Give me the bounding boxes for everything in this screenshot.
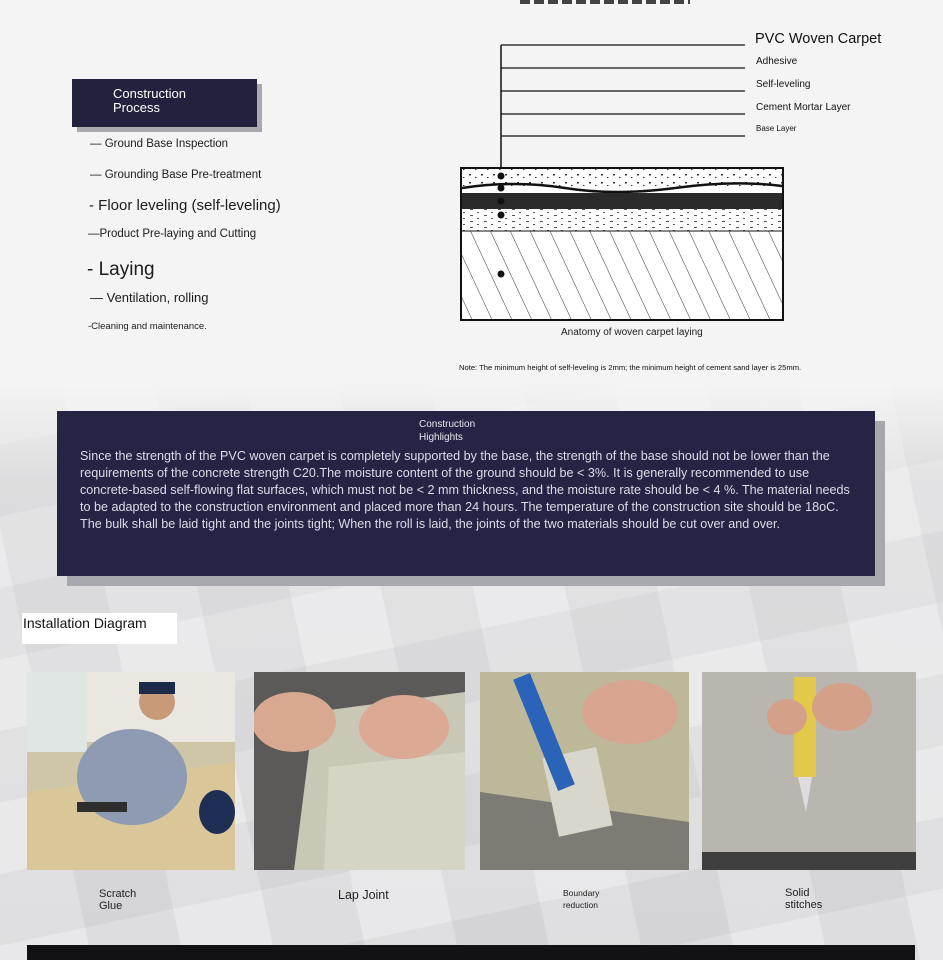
diagram-caption: Anatomy of woven carpet laying [561, 327, 703, 338]
process-title-line1: Construction [113, 86, 186, 101]
layer-label-self-leveling: Self-leveling [756, 79, 811, 90]
caption-lap-joint: Lap Joint [338, 888, 389, 902]
photo-solid-stitches [702, 672, 916, 870]
construction-process-heading [72, 79, 257, 127]
highlights-title [419, 418, 499, 444]
process-title-line2: Process [113, 100, 160, 115]
process-step: - Laying [87, 259, 155, 280]
photo-boundary-reduction [480, 672, 689, 870]
process-step: - Floor leveling (self-leveling) [89, 197, 281, 214]
layer-label-adhesive: Adhesive [756, 56, 798, 67]
caption-boundary-reduction [563, 887, 623, 911]
process-step: — Ventilation, rolling [90, 290, 209, 305]
layer-cross-section [455, 28, 885, 328]
layer-label-cement: Cement Mortar Layer [756, 102, 851, 113]
caption-line: Boundary [563, 888, 600, 898]
caption-line: reduction [563, 900, 598, 910]
construction-highlights-panel [57, 411, 875, 576]
caption-line: Scratch [99, 888, 137, 900]
photo-scratch-glue [27, 672, 235, 870]
process-step: — Grounding Base Pre-treatment [90, 169, 262, 181]
caption-line: Glue [99, 900, 123, 912]
process-step: -Cleaning and maintenance. [88, 321, 207, 332]
clipped-header-text [520, 0, 690, 4]
layer-anatomy-diagram [455, 28, 885, 338]
highlights-title-line2: Highlights [419, 432, 463, 443]
caption-scratch-glue [99, 888, 149, 912]
caption-line: stitches [785, 899, 823, 911]
diagram-note: Note: The minimum height of self-leveling is 2mm; the minimum height of cement sand layer is 25mm. [459, 363, 802, 372]
process-step: —Product Pre-laying and Cutting [88, 228, 257, 240]
installation-diagram-title: Installation Diagram [22, 613, 177, 644]
photo-lap-joint [254, 672, 465, 870]
caption-line: Solid [785, 887, 810, 899]
layer-label-base: Base Layer [756, 124, 797, 133]
layer-label-carpet: PVC Woven Carpet [755, 31, 882, 47]
process-step: — Ground Base Inspection [90, 138, 229, 150]
highlights-title-line1: Construction [419, 419, 476, 430]
caption-solid-stitches [785, 887, 845, 911]
footer-bar [27, 945, 915, 960]
highlights-body: Since the strength of the PVC woven carpet is completely supported by the base, the strength of the base should not be lower than the requirements of the concrete strength C20.The moisture content of the ground should be < 3%. It is generally recommended to use concrete-based self-flowing flat surfaces, which must not be < 2 mm thickness, and the moisture rate should be < 4 %. The material needs to be adapted to the construction environment and placed more than 24 hours. The temperature of the construction site should be 18oC. The bulk shall be laid tight and the joints tight; When the roll is laid, the joints of the two materials should be cut over and over. [80, 449, 850, 531]
